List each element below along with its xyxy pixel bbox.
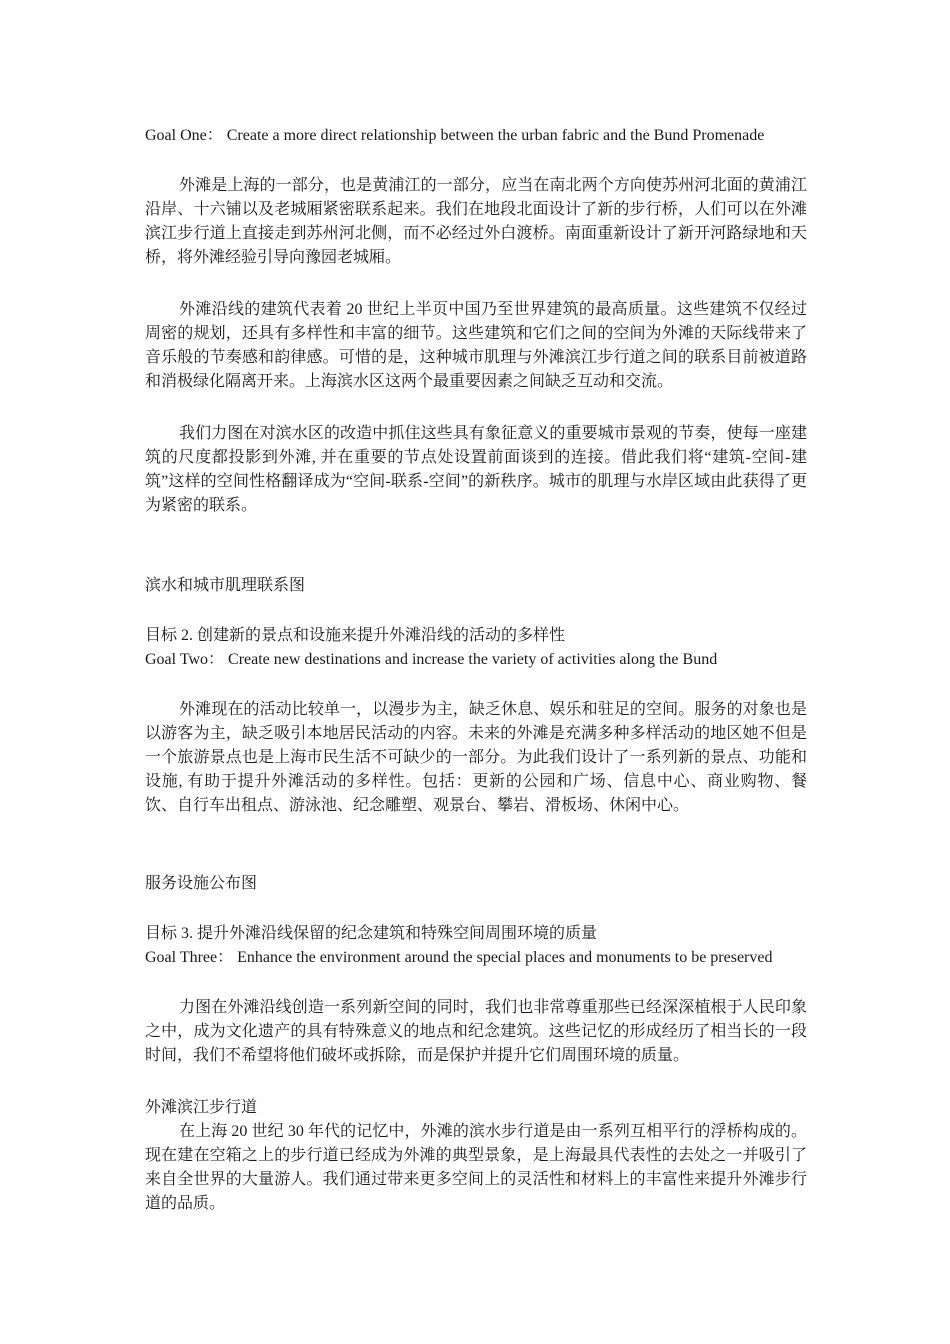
promenade-paragraph: 在上海 20 世纪 30 年代的记忆中，外滩的滨水步行道是由一系列互相平行的浮桥构成的。现在建在空箱之上的步行道已经成为外滩的典型景象，是上海最具代表性的去处之一并吸引了来自全世界的大量游人。我们通过带来更多空间上的灵活性和材料上的丰富性来提升外滩步行道的品质。 bbox=[145, 1123, 807, 1212]
goal-one-title: Goal One： Create a more direct relationship between the urban fabric and the Bund Promenade bbox=[145, 127, 765, 144]
goal-three-paragraph: 力图在外滩沿线创造一系列新空间的同时，我们也非常尊重那些已经深深植根于人民印象之中，成为文化遗产的具有特殊意义的地点和纪念建筑。这些记忆的形成经历了相当长的一段时间，我们不希望将他们破坏或拆除，而是保护并提升它们周围环境的质量。 bbox=[145, 999, 807, 1064]
goal-three-title-en: Goal Three： Enhance the environment around the special places and monuments to be preserved bbox=[145, 949, 773, 966]
goal-one-paragraph-3: 我们力图在对滨水区的改造中抓住这些具有象征意义的重要城市景观的节奏，使每一座建筑的尺度都投影到外滩, 并在重要的节点处设置前面谈到的连接。借此我们将“建筑-空间-建筑”这样的空间性格翻译成为“空间-联系-空间”的新秩序。城市的肌理与水岸区域由此获得了更为紧密的联系。 bbox=[145, 425, 807, 514]
figure-caption-services: 服务设施公布图 bbox=[145, 875, 258, 892]
goal-one-paragraph-1: 外滩是上海的一部分，也是黄浦江的一部分，应当在南北两个方向使苏州河北面的黄浦江沿岸、十六铺以及老城厢紧密联系起来。我们在地段北面设计了新的步行桥，人们可以在外滩滨江步行道上直接走到苏州河北侧，而不必经过外白渡桥。南面重新设计了新开河路绿地和天桥，将外滩经验引导向豫园老城厢。 bbox=[145, 177, 807, 266]
goal-two-paragraph: 外滩现在的活动比较单一，以漫步为主，缺乏休息、娱乐和驻足的空间。服务的对象也是以游客为主，缺乏吸引本地居民活动的内容。未来的外滩是充满多种多样活动的地区她不但是一个旅游景点也是上海市民生活不可缺少的一部分。为此我们设计了一系列新的景点、功能和设施, 有助于提升外滩活动的多样性。包括：更新的公园和广场、信息中心、商业购物、餐饮、自行车出租点、游泳池、纪念雕塑、观景台、攀岩、滑板场、休闲中心。 bbox=[145, 701, 807, 814]
goal-one-paragraph-2: 外滩沿线的建筑代表着 20 世纪上半页中国乃至世界建筑的最高质量。这些建筑不仅经过周密的规划，还具有多样性和丰富的细节。这些建筑和它们之间的空间为外滩的天际线带来了音乐般的节奏感和韵律感。可惜的是，这种城市肌理与外滩滨江步行道之间的联系目前被道路和消极绿化隔离开来。上海滨水区这两个最重要因素之间缺乏互动和交流。 bbox=[145, 301, 807, 390]
figure-caption-waterfront: 滨水和城市肌理联系图 bbox=[145, 577, 306, 594]
promenade-heading: 外滩滨江步行道 bbox=[145, 1099, 258, 1116]
goal-three-title-cn: 目标 3. 提升外滩沿线保留的纪念建筑和特殊空间周围环境的质量 bbox=[145, 925, 598, 942]
goal-two-title-en: Goal Two： Create new destinations and increase the variety of activities along the Bund bbox=[145, 651, 718, 668]
goal-two-title-cn: 目标 2. 创建新的景点和设施来提升外滩沿线的活动的多样性 bbox=[145, 627, 566, 644]
